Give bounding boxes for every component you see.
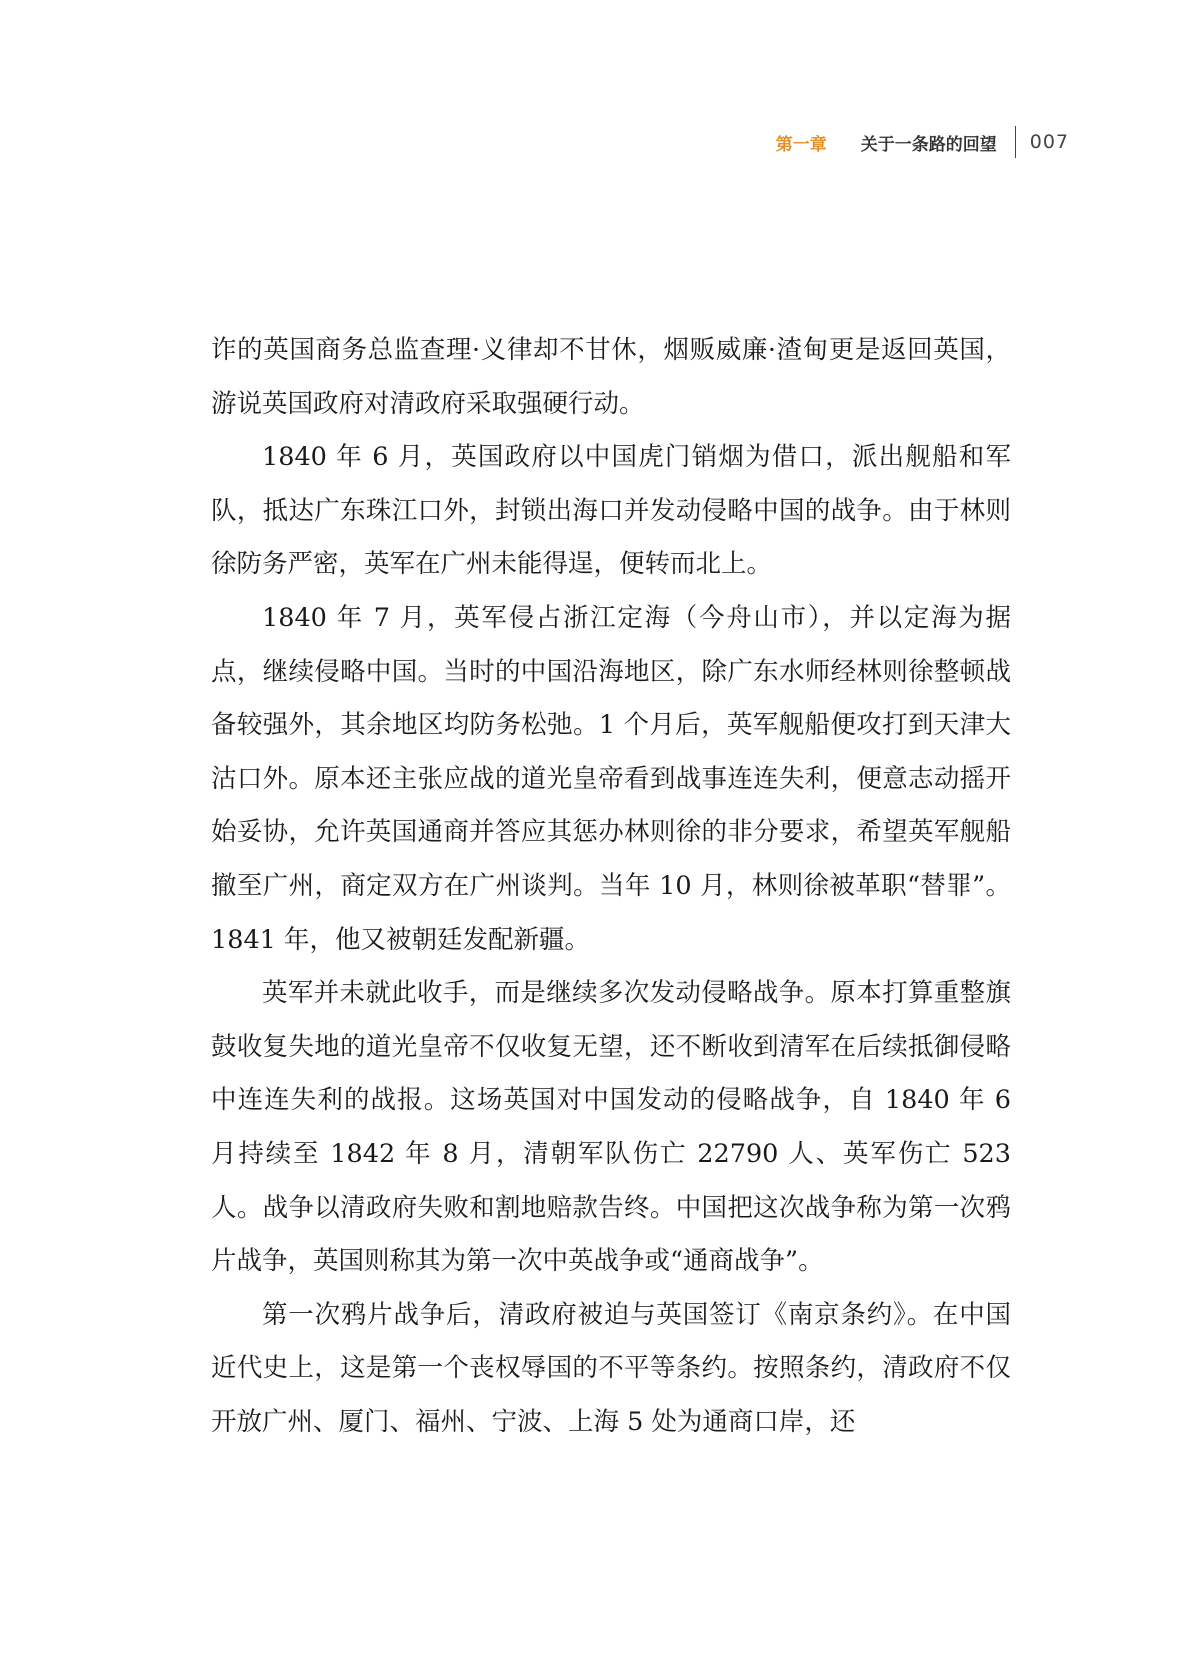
paragraph: 1840 年 6 月，英国政府以中国虎门销烟为借口，派出舰船和军队，抵达广东珠江口外，封锁出海口并发动侵略中国的战争。由于林则徐防务严密，英军在广州未能得逞，便转而北上。: [211, 442, 1011, 580]
chapter-title: 关于一条路的回望: [860, 134, 997, 155]
running-header: [776, 124, 1069, 160]
body-text: [211, 324, 1011, 1449]
paragraph: 英军并未就此收手，而是继续多次发动侵略战争。原本打算重整旗鼓收复失地的道光皇帝不仅收复无望，还不断收到清军在后续抵御侵略中连连失利的战报。这场英国对中国发动的侵略战争，自 1840 年 6 月持续至 1842 年 8 月，清朝军队伤亡 22790 人、英军伤亡 523 人。战争以清政府失败和割地赔款告终。中国把这次战争称为第一次鸦片战争，英国则称其为第一次中英战争或“通商战争”。: [211, 978, 1011, 1277]
header-divider: [1015, 126, 1016, 158]
chapter-label: 第一章: [775, 134, 827, 155]
paragraph: 1840 年 7 月，英军侵占浙江定海（今舟山市），并以定海为据点，继续侵略中国。当时的中国沿海地区，除广东水师经林则徐整顿战备较强外，其余地区均防务松弛。1 个月后，英军舰船便攻打到天津大沽口外。原本还主张应战的道光皇帝看到战事连连失利，便意志动摇开始妥协，允许英国通商并答应其惩办林则徐的非分要求，希望英军舰船撤至广州，商定双方在广州谈判。当年 10 月，林则徐被革职“替罪”。1841 年，他又被朝廷发配新疆。: [211, 602, 1011, 955]
paragraph-continuation: 诈的英国商务总监查理·义律却不甘休，烟贩威廉·渣甸更是返回英国，游说英国政府对清政府采取强硬行动。: [211, 335, 1011, 419]
paragraph: 第一次鸦片战争后，清政府被迫与英国签订《南京条约》。在中国近代史上，这是第一个丧权辱国的不平等条约。按照条约，清政府不仅开放广州、厦门、福州、宁波、上海 5 处为通商口岸，还: [211, 1299, 1011, 1437]
page-number: 007: [1029, 131, 1069, 153]
